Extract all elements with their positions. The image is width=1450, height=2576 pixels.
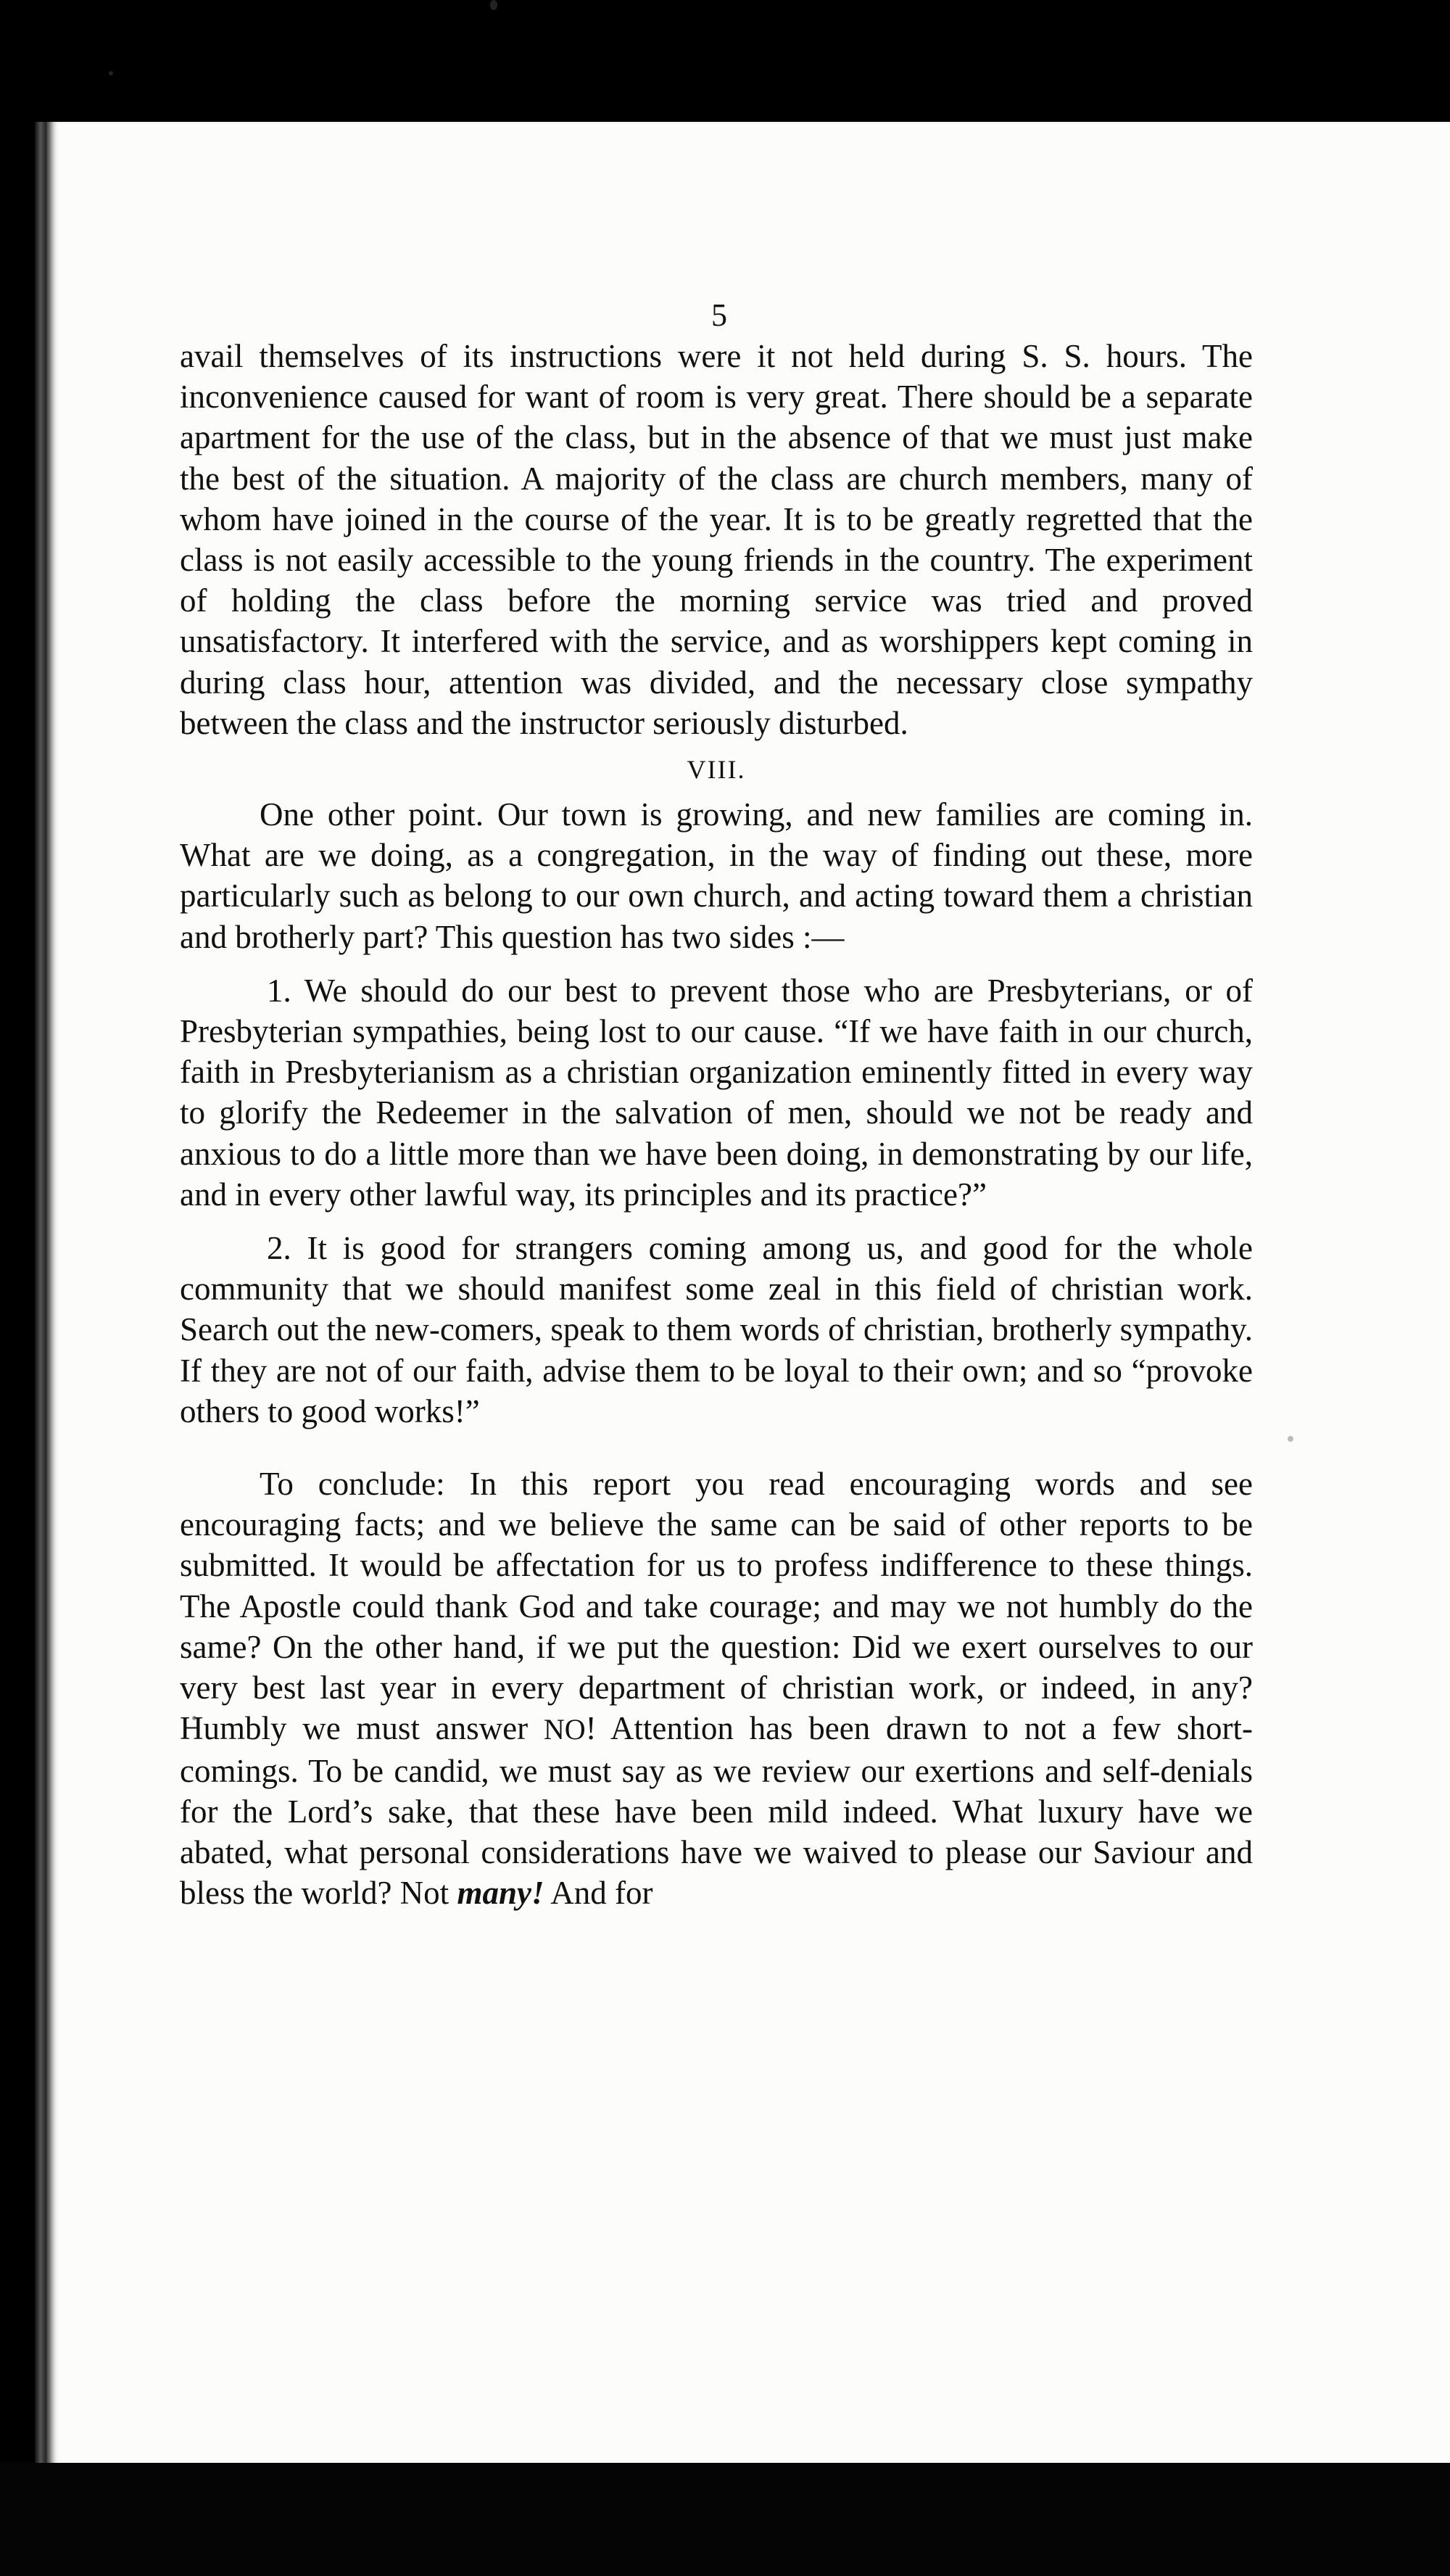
paragraph-point-1: 1. We should do our best to prevent those who are Presbyterians, or of Presbyterian sympathies, being lost to our cause. “If we have faith in our church, faith in Presbyterianism as a christian organization eminently fitted in every way to glorify the Redeemer in the salvation of men, should we not be ready and anxious to do a little more than we have been doing, in demonstrating by our life, and in every other lawful way, its principles and its practice?” [180,972,1253,1213]
paragraph-continuation: avail themselves of its instructions were it not held during S. S. hours. The inconvenience caused for want of room is very great. There should be a separate apartment for the use of the class, but in the absence of that we must just make the best of the situation. A majority of the class are church members, many of whom have joined in the course of the year. It is to be greatly regretted that the class is not easily accessible to the young friends in the country. The experiment of holding the class before the morning service was tried and proved unsatisfactory. It interfered with the service, and as worshippers kept coming in during class hour, attention was divided, and the necessary close sympathy between the class and the instructor seriously disturbed. [180,338,1253,741]
scan-border-bottom [0,2462,1450,2576]
scan-speck [1288,1436,1293,1442]
conclusion-no-emphasis: NO [543,1713,586,1746]
conclusion-text-part2: ! Attention has been drawn to not a few short-comings. To be candid, we must say as we review our exertions and self-denials for the Lord’s sake, that these have been mild indeed. What luxury have we abated, what personal considerations have we waived to please our Saviour and bless the world? Not [180,1710,1253,1912]
scan-speck [109,71,113,75]
conclusion-text-part1: To conclude: In this report you read encouraging words and see encouraging facts; and we believe the same can be said of other reports to be submitted. It would be affectation for us to profess indifference to these things. The Apostle could thank God and take courage; and may we not humbly do the same? On the other hand, if we put the question: Did we exert ourselves to our very best last year in every department of christian work, or indeed, in any? Humbly we must answer [180,1466,1253,1747]
section-heading: VIII. [687,755,746,785]
paragraph-point-2: 2. It is good for strangers coming among us, and good for the whole community that we should manifest some zeal in this field of christian work. Search out the new-comers, speak to them words of christian, brotherly sympathy. If they are not of our faith, advise them to be loyal to their own; and so “provoke others to good works!” [180,1230,1253,1429]
document-body [180,294,1253,1913]
conclusion-many-emphasis: many! [457,1875,544,1912]
page-binding-edge [35,122,46,2463]
paragraph-one-other-point: One other point. Our town is growing, and new families are coming in. What are we doing, as a congregation, in the way of finding out these, more particularly such as belong to our own church, and acting toward them a christian and brotherly part? This question has two sides :— [180,796,1253,955]
conclusion-text-part3: And for [550,1875,653,1912]
page-number: 5 [711,297,727,333]
paragraph-conclusion [180,1464,1253,1913]
scan-border-top [0,0,1450,123]
scan-speck [490,0,497,10]
